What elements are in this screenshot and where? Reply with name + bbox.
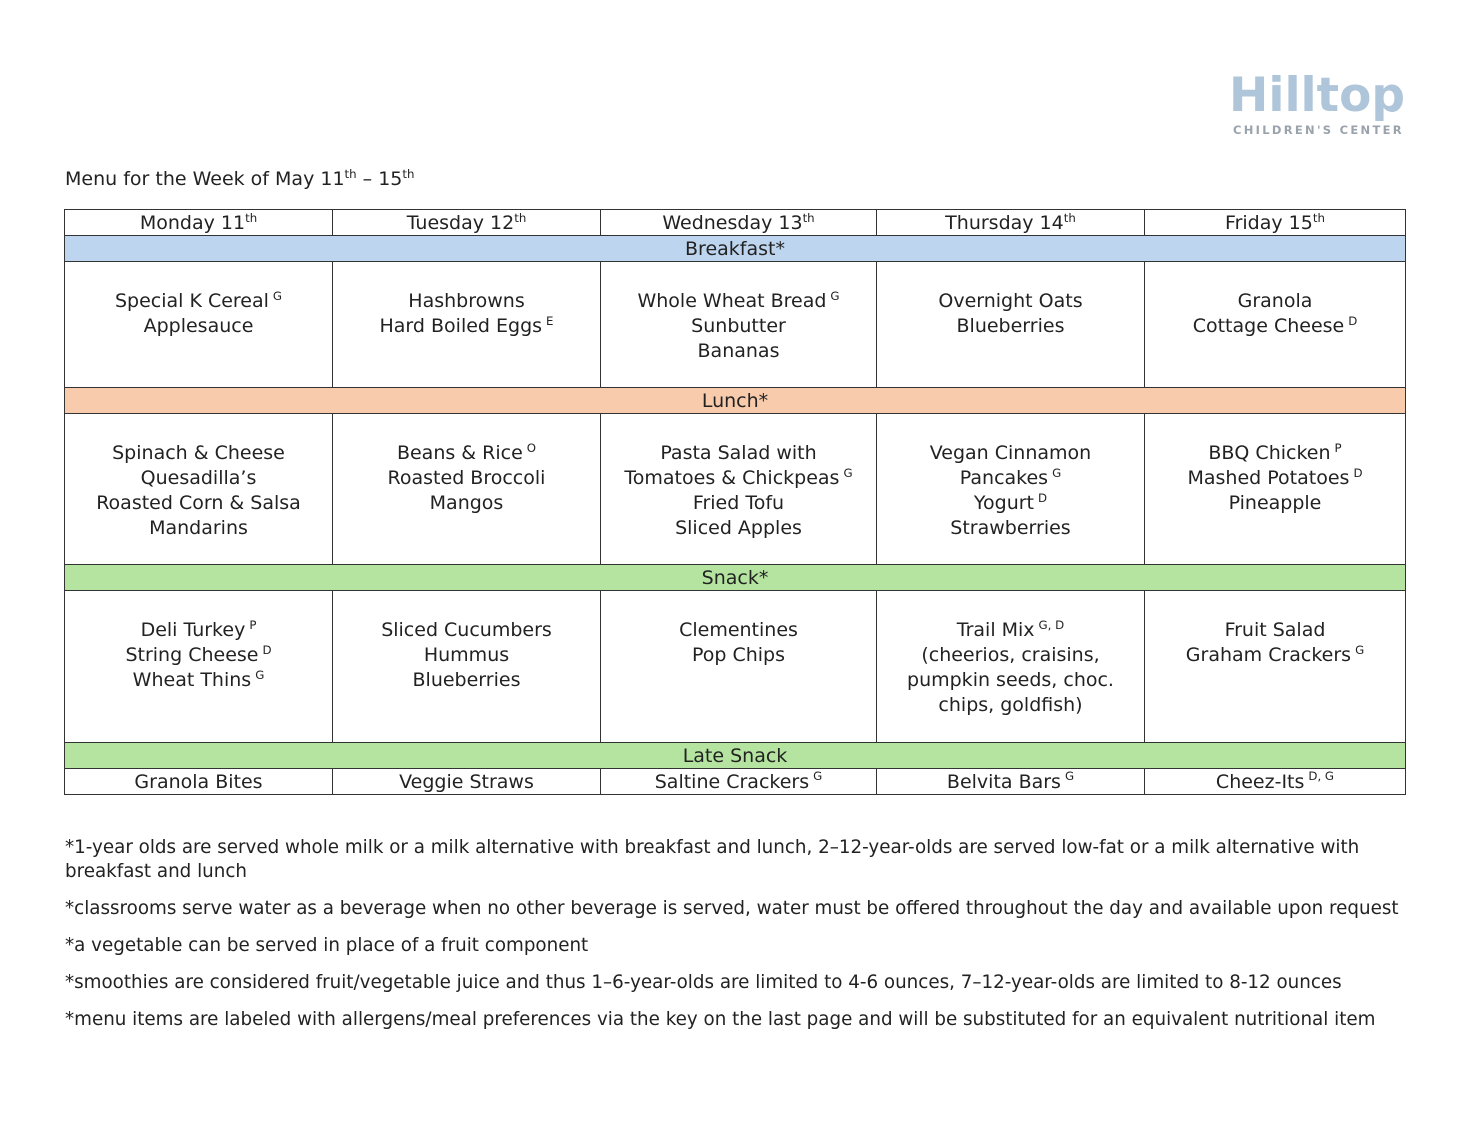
menu-cell [333, 414, 601, 565]
band-late-snack: Late Snack [65, 743, 1406, 769]
footnote: *a vegetable can be served in place of a fruit component [65, 935, 589, 956]
menu-cell [1145, 414, 1406, 565]
allergen-tag: G [1052, 465, 1062, 480]
band-breakfast: Breakfast* [65, 236, 1406, 262]
footnote: *menu items are labeled with allergens/meal preferences via the key on the last page and will be substituted for an equivalent nutritional item [65, 1009, 1376, 1030]
menu-item: Graham Crackers $^G$ [1185, 642, 1365, 666]
menu-cell [1145, 769, 1406, 795]
allergen-tag: E [546, 313, 554, 328]
allergen-tag: G [813, 769, 823, 784]
allergen-tag: D [1348, 313, 1358, 328]
menu-item: Yogurt $^D$ [973, 490, 1048, 514]
day-header-row [65, 210, 1406, 236]
breakfast-row [65, 262, 1406, 388]
allergen-tag: P [1334, 440, 1342, 455]
menu-item: Wheat Thins $^G$ [132, 667, 265, 691]
allergen-tag: G, D [1038, 617, 1065, 632]
menu-item: Sliced Apples [675, 517, 802, 539]
menu-item: Mangos [429, 492, 504, 514]
menu-item: Belvita Bars $^G$ [946, 769, 1075, 793]
menu-cell [333, 591, 601, 743]
menu-item: Saltine Crackers $^G$ [654, 769, 823, 793]
menu-item: Clementines [679, 619, 798, 641]
menu-cell [333, 769, 601, 795]
allergen-tag: G [272, 288, 283, 303]
menu-item: Veggie Straws [399, 770, 534, 793]
snack-row [65, 591, 1406, 743]
menu-cell [65, 262, 333, 388]
menu-item: Fried Tofu [692, 492, 785, 514]
menu-item: Pasta Salad with [660, 442, 817, 464]
menu-cell [1145, 591, 1406, 743]
menu-item: Bananas [697, 340, 780, 362]
allergen-tag: G [830, 288, 840, 303]
menu-item: BBQ Chicken $^P$ [1208, 440, 1342, 464]
allergen-tag: D [262, 642, 272, 657]
lunch-row [65, 414, 1406, 565]
allergen-tag: G [1355, 642, 1365, 657]
menu-item: Applesauce [143, 315, 254, 337]
band-snack: Snack* [65, 565, 1406, 591]
allergen-tag: D [1353, 465, 1363, 480]
menu-item: Beans & Rice $^O$ [396, 440, 537, 464]
menu-item: Tomatoes & Chickpeas $^G$ [624, 465, 853, 489]
footnote: *1-year olds are served whole milk or a milk alternative with breakfast and lunch, 2–12-year-olds are served low-fat or a milk alternative with breakfast and lunch [65, 837, 1360, 882]
allergen-tag: G [255, 667, 265, 682]
day-header: Monday 11th [65, 210, 333, 236]
menu-cell [601, 591, 877, 743]
menu-cell [877, 414, 1145, 565]
menu-item: Trail Mix $^{G, D}$ [956, 617, 1065, 641]
menu-cell [601, 262, 877, 388]
menu-cell [601, 414, 877, 565]
menu-item: Sliced Cucumbers [381, 619, 552, 641]
menu-item: Blueberries [956, 315, 1065, 337]
menu-item: Pop Chips [691, 644, 786, 666]
menu-item: Whole Wheat Bread $^G$ [637, 288, 840, 312]
menu-cell [877, 262, 1145, 388]
logo-subtitle: CHILDREN'S CENTER [1233, 123, 1404, 137]
allergen-tag: O [526, 440, 537, 455]
menu-item: Granola Bites [134, 770, 263, 793]
menu-cell [65, 591, 333, 743]
band-lunch: Lunch* [65, 388, 1406, 414]
menu-cell [65, 414, 333, 565]
menu-item: Roasted Corn & Salsa [96, 492, 301, 514]
menu-item: Deli Turkey $^P$ [140, 617, 257, 641]
allergen-tag: D, G [1308, 769, 1335, 784]
menu-item: chips, goldfish) [938, 694, 1083, 716]
menu-item: Mashed Potatoes $^D$ [1187, 465, 1363, 489]
menu-item: Vegan Cinnamon [929, 442, 1092, 464]
menu-item: Overnight Oats [938, 290, 1083, 312]
menu-item: Cottage Cheese $^D$ [1192, 313, 1358, 337]
menu-table [64, 209, 1406, 795]
logo [1229, 70, 1409, 137]
menu-cell [1145, 262, 1406, 388]
menu-cell [601, 769, 877, 795]
footnote: *smoothies are considered fruit/vegetable juice and thus 1–6-year-olds are limited to 4-6 ounces, 7–12-year-olds are limited to 8-12 ounces [65, 972, 1342, 993]
day-header: Friday 15th [1145, 210, 1406, 236]
menu-item: String Cheese $^D$ [125, 642, 272, 666]
menu-item: Fruit Salad [1224, 619, 1326, 641]
menu-item: Special K Cereal $^G$ [114, 288, 283, 312]
menu-item: (cheerios, craisins, [921, 644, 1100, 666]
menu-item: Hashbrowns [408, 290, 525, 312]
menu-item: Hummus [423, 644, 510, 666]
menu-item: Quesadilla’s [140, 467, 257, 489]
footnotes [65, 836, 1410, 1045]
menu-item: Cheez-Its $^{D, G}$ [1215, 769, 1335, 793]
menu-item: Mandarins [149, 517, 248, 539]
menu-item: pumpkin seeds, choc. [907, 669, 1114, 691]
allergen-tag: G [843, 465, 853, 480]
day-header: Wednesday 13th [601, 210, 877, 236]
day-header: Thursday 14th [877, 210, 1145, 236]
menu-item: Pineapple [1228, 492, 1322, 514]
menu-item: Sunbutter [691, 315, 786, 337]
menu-item: Hard Boiled Eggs $^E$ [379, 313, 554, 337]
allergen-tag: P [249, 617, 257, 632]
menu-item: Roasted Broccoli [387, 467, 546, 489]
allergen-tag: G [1064, 769, 1075, 784]
menu-cell [65, 769, 333, 795]
menu-item: Strawberries [950, 517, 1071, 539]
menu-item: Blueberries [412, 669, 521, 691]
footnote: *classrooms serve water as a beverage when no other beverage is served, water must be offered throughout the day and available upon request [65, 898, 1399, 919]
menu-item: Spinach & Cheese [112, 442, 285, 464]
late-snack-row [65, 769, 1406, 795]
allergen-tag: D [1038, 490, 1048, 505]
menu-cell [333, 262, 601, 388]
logo-name: Hilltop [1229, 68, 1406, 123]
menu-item: Pancakes $^G$ [959, 465, 1062, 489]
menu-item: Granola [1237, 290, 1313, 312]
menu-cell [877, 591, 1145, 743]
page-title: Menu for the Week of May 11th – 15th [65, 166, 415, 190]
menu-cell [877, 769, 1145, 795]
day-header: Tuesday 12th [333, 210, 601, 236]
